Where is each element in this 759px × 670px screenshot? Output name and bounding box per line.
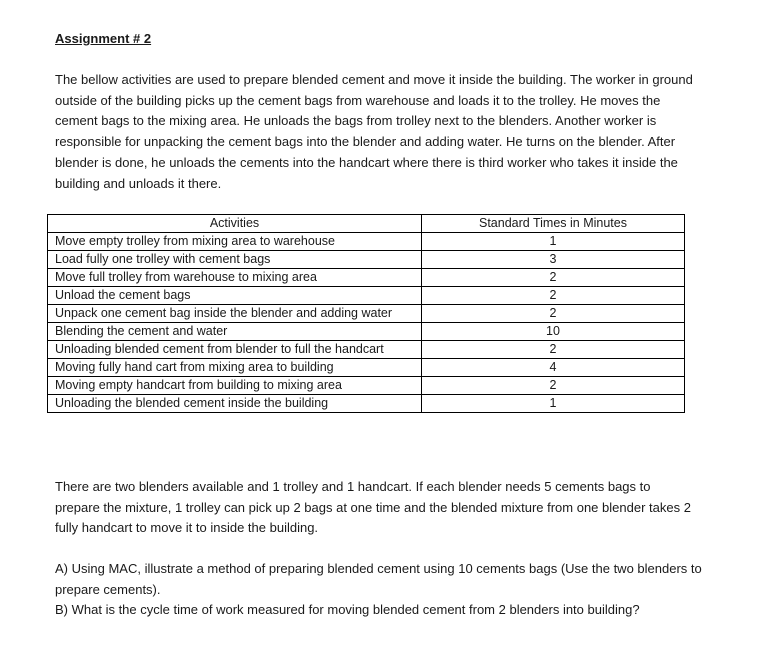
activity-cell: Load fully one trolley with cement bags (48, 251, 422, 269)
time-cell: 10 (422, 323, 685, 341)
table-row (48, 269, 685, 287)
time-cell: 2 (422, 287, 685, 305)
table-row (48, 395, 685, 413)
assignment-title: Assignment # 2 (55, 31, 152, 46)
header-activities: Activities (48, 215, 422, 233)
table-row (48, 233, 685, 251)
question-a: A) Using MAC, illustrate a method of preparing blended cement using 10 cements bags (Use the two blenders to prepare cements). (55, 561, 702, 597)
activity-cell: Moving fully hand cart from mixing area to building (48, 359, 422, 377)
time-cell: 2 (422, 377, 685, 395)
activity-cell: Unloading the blended cement inside the building (48, 395, 422, 413)
time-cell: 4 (422, 359, 685, 377)
time-cell: 3 (422, 251, 685, 269)
header-standard-times: Standard Times in Minutes (422, 215, 685, 233)
activity-cell: Blending the cement and water (48, 323, 422, 341)
activity-cell: Unloading blended cement from blender to full the handcart (48, 341, 422, 359)
time-cell: 1 (422, 233, 685, 251)
activity-cell: Move full trolley from warehouse to mixing area (48, 269, 422, 287)
time-cell: 2 (422, 269, 685, 287)
table-row (48, 323, 685, 341)
table-row (48, 359, 685, 377)
intro-paragraph: The bellow activities are used to prepare blended cement and move it inside the building. The worker in ground outside of the building picks up the cement bags from warehouse and loads it to the trolley. He moves the cement bags to the mixing area. He unloads the bags from trolley next to the blenders. Another worker is responsible for unpacking the cement bags into the blender and adding water. He turns on the blender. After blender is done, he unloads the cements into the handcart where there is third worker who takes it inside the building and unloads it there. (55, 72, 693, 191)
table-row (48, 341, 685, 359)
activity-cell: Moving empty handcart from building to mixing area (48, 377, 422, 395)
table-row (48, 305, 685, 323)
description-paragraph: There are two blenders available and 1 trolley and 1 handcart. If each blender needs 5 cements bags to prepare the mixture, 1 trolley can pick up 2 bags at one time and the blended mixture from one blender takes 2 fully handcart to move it to inside the building. (55, 479, 691, 536)
table-row (48, 287, 685, 305)
time-cell: 2 (422, 341, 685, 359)
question-b: B) What is the cycle time of work measured for moving blended cement from 2 blenders into building? (55, 602, 640, 617)
activities-table (47, 214, 685, 413)
time-cell: 2 (422, 305, 685, 323)
time-cell: 1 (422, 395, 685, 413)
activity-cell: Move empty trolley from mixing area to warehouse (48, 233, 422, 251)
activity-cell: Unpack one cement bag inside the blender and adding water (48, 305, 422, 323)
activity-cell: Unload the cement bags (48, 287, 422, 305)
table-row (48, 377, 685, 395)
table-row (48, 251, 685, 269)
table-header-row (48, 215, 685, 233)
